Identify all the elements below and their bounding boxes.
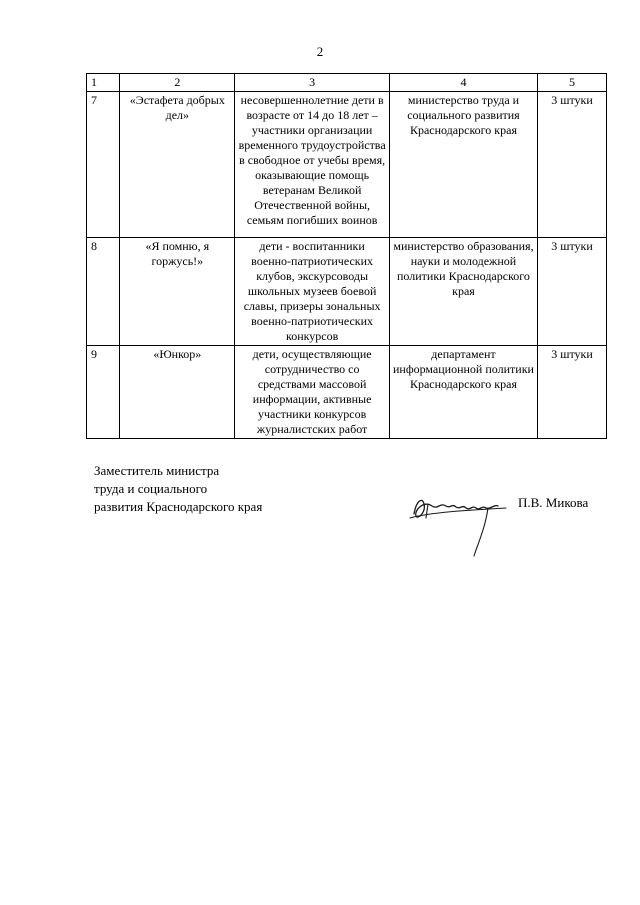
row-name: «Я помню, я горжусь!» <box>120 238 235 346</box>
header-col-4: 4 <box>389 74 537 92</box>
handwritten-signature <box>402 478 514 558</box>
table-header-row <box>87 74 607 92</box>
row-number: 8 <box>87 238 120 346</box>
row-organization: министерство труда и социального развития Краснодарского края <box>389 92 537 238</box>
row-quantity: 3 штуки <box>538 92 607 238</box>
row-participants: дети, осуществляющие сотрудничество со средствами массовой информации, активные участники конкурсов журналистских работ <box>235 346 390 439</box>
header-col-2: 2 <box>120 74 235 92</box>
row-quantity: 3 штуки <box>538 238 607 346</box>
row-participants: дети - воспитанники военно-патриотических клубов, экскурсоводы школьных музеев боевой славы, призеры зональных военно-патриотических конкурсов <box>235 238 390 346</box>
header-col-3: 3 <box>235 74 390 92</box>
table-row <box>87 238 607 346</box>
position-line: труда и социального <box>94 481 208 496</box>
row-name: «Юнкор» <box>120 346 235 439</box>
signatory-name: П.В. Микова <box>518 495 589 510</box>
row-participants: несовершеннолетние дети в возрасте от 14 до 18 лет – участники организации временного трудоустройства в свободное от учебы время, оказывающие помощь ветеранам Великой Отечественной войны, семьям погибших воинов <box>235 92 390 238</box>
position-line: развития Краснодарского края <box>94 499 263 514</box>
row-number: 7 <box>87 92 120 238</box>
header-col-1: 1 <box>87 74 120 92</box>
row-organization: министерство образования, науки и молодежной политики Краснодарского края <box>389 238 537 346</box>
table-row <box>87 92 607 238</box>
signatory-position <box>94 462 262 516</box>
awards-table <box>86 73 607 439</box>
row-name: «Эстафета добрых дел» <box>120 92 235 238</box>
row-organization: департамент информационной политики Краснодарского края <box>389 346 537 439</box>
header-col-5: 5 <box>538 74 607 92</box>
page-number: 2 <box>316 44 324 59</box>
position-line: Заместитель министра <box>94 463 220 478</box>
row-quantity: 3 штуки <box>538 346 607 439</box>
row-number: 9 <box>87 346 120 439</box>
table-row <box>87 346 607 439</box>
